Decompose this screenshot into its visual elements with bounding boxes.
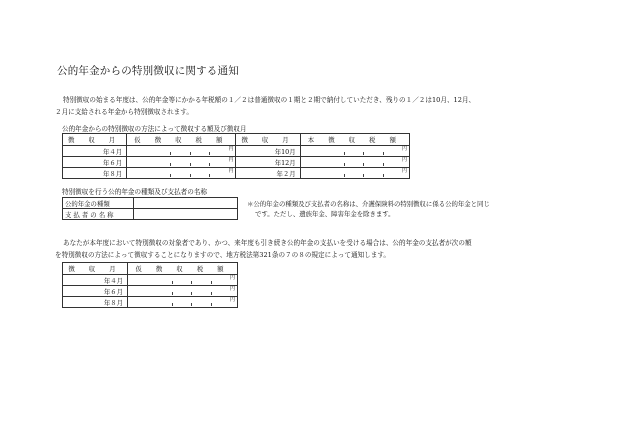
month-cell: 年６月 <box>63 286 128 297</box>
document-title: 公的年金からの特別徴収に関する通知 <box>57 65 239 77</box>
para2-line-2: を特別徴収の方法によって徴収することになりますので、地方税法第321条の７の８の規定によって通知します。 <box>55 251 391 259</box>
month-cell: 年８月 <box>63 168 127 179</box>
intro-line-2: ２月に支給される年金から特別徴収されます。 <box>55 108 193 116</box>
yen-label: 円 <box>228 146 234 152</box>
pension-type-label: 公的年金の種類 <box>63 198 134 209</box>
yen-label: 円 <box>228 168 234 174</box>
month-cell: 年６月 <box>63 157 127 168</box>
withholding-amount-table <box>62 133 410 179</box>
note-line-2: です。ただし、遺族年金、障害年金を除きます。 <box>255 210 395 218</box>
yen-label: 円 <box>401 168 407 174</box>
month-cell: 年２月 <box>236 168 300 179</box>
amount-cell <box>300 168 409 179</box>
amount-cell <box>127 157 236 168</box>
intro-paragraph <box>55 94 575 118</box>
para2-line-1: あなたが本年度において特別徴収の対象者であり、かつ、来年度も引き続き公的年金の支払いを受ける場合は、公的年金の支払者が次の額 <box>63 239 472 247</box>
section2-label: 特別徴収を行う公的年金の種類及び支払者の名称 <box>62 188 208 196</box>
amount-cell <box>300 157 409 168</box>
month-cell: 年12月 <box>236 157 300 168</box>
month-cell: 年４月 <box>63 275 128 286</box>
note-line-1: ＊公的年金の種類及び支払者の名称は、介護保険料の特別徴収に係る公的年金と同じ <box>247 200 490 208</box>
yen-label: 円 <box>401 146 407 152</box>
payer-name-label: 支 払 者 の 名 称 <box>63 209 134 220</box>
amount-cell <box>128 275 238 286</box>
amount-cell <box>300 146 409 157</box>
header-month-right: 徴 収 月 <box>236 134 300 146</box>
header-provisional-tax: 仮 徴 収 税 額 <box>127 134 236 146</box>
yen-label: 円 <box>401 157 407 163</box>
header-final-tax: 本 徴 収 税 額 <box>300 134 409 146</box>
yen-label: 円 <box>229 286 235 292</box>
month-cell: 年10月 <box>236 146 300 157</box>
amount-cell <box>128 297 238 308</box>
header-month-left: 徴 収 月 <box>63 134 127 146</box>
pension-note <box>247 199 567 219</box>
next-year-provisional-table <box>62 262 238 308</box>
amount-cell <box>127 146 236 157</box>
intro-line-1: 特別徴収の始まる年度は、公的年金等にかかる年税額の１／２は普通徴収の１期と２期で納付していただき、残りの１／２は10月、12月、 <box>63 96 476 104</box>
payer-name-value <box>134 209 238 220</box>
month-cell: 年８月 <box>63 297 128 308</box>
yen-label: 円 <box>228 157 234 163</box>
section1-label: 公的年金からの特別徴収の方法によって徴収する額及び徴収月 <box>62 125 247 133</box>
amount-cell <box>127 168 236 179</box>
pension-payer-table <box>62 197 238 220</box>
next-year-paragraph <box>55 237 575 261</box>
amount-cell <box>128 286 238 297</box>
header-month: 徴 収 月 <box>63 263 128 275</box>
month-cell: 年４月 <box>63 146 127 157</box>
yen-label: 円 <box>229 275 235 281</box>
header-provisional-tax: 仮 徴 収 税 額 <box>128 263 238 275</box>
pension-type-value <box>134 198 238 209</box>
yen-label: 円 <box>229 297 235 303</box>
